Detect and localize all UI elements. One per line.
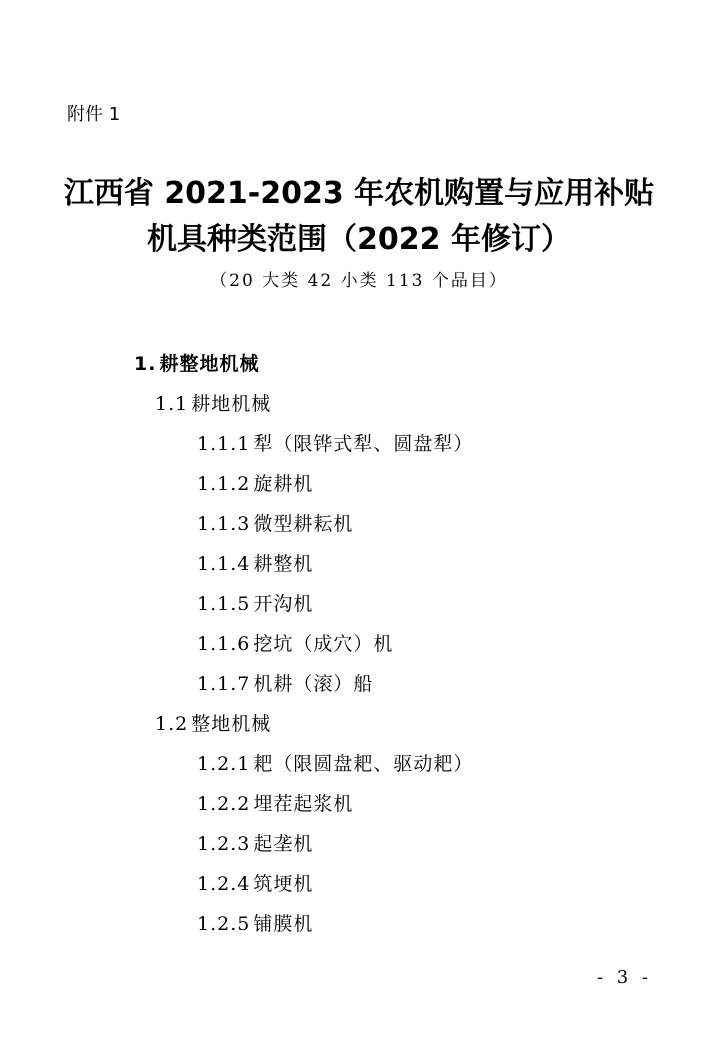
item-number: 1.2.2 [197,793,251,815]
item-text: 耕整地机械 [159,353,260,375]
item-number: 1.1.6 [197,633,251,655]
category-outline [0,344,718,944]
item-number: 1.1.1 [197,433,251,455]
item-number: 1.1.4 [197,553,251,575]
category-heading [0,344,718,384]
item-number: 1.2.4 [197,873,251,895]
document-title-line-1: 江西省 2021-2023 年农机购置与应用补贴 [63,176,655,211]
item-number: 1.1 [155,393,189,415]
item-number: 1.2.5 [197,913,251,935]
item-text: 筑埂机 [253,873,314,895]
catalog-item [0,744,718,784]
catalog-item [0,864,718,904]
document-title-line-2: 机具种类范围（2022 年修订） [147,222,571,257]
catalog-item [0,904,718,944]
item-text: 埋茬起浆机 [253,793,354,815]
item-number: 1.2.1 [197,753,251,775]
item-number: 1.1.3 [197,513,251,535]
item-text: 耕整机 [253,553,314,575]
item-text: 耕地机械 [191,393,272,415]
catalog-item [0,824,718,864]
item-number: 1.1.7 [197,673,251,695]
attachment-label: 附件 1 [67,104,121,125]
item-number: 1.1.2 [197,473,251,495]
item-text: 整地机械 [191,713,272,735]
page-number: - 3 - [596,967,652,988]
item-text: 铺膜机 [253,913,314,935]
item-number: 1.2.3 [197,833,251,855]
item-text: 旋耕机 [253,473,314,495]
item-number: 1.1.5 [197,593,251,615]
catalog-item [0,424,718,464]
item-text: 挖坑（成穴）机 [253,633,394,655]
catalog-item [0,464,718,504]
item-number: 1.2 [155,713,189,735]
catalog-item [0,624,718,664]
subcategory-item [0,384,718,424]
document-subtitle: （20 大类 42 小类 113 个品目） [210,271,508,291]
catalog-item [0,664,718,704]
item-text: 犁（限铧式犁、圆盘犁） [253,433,474,455]
item-text: 起垄机 [253,833,314,855]
item-text: 机耕（滚）船 [253,673,374,695]
catalog-item [0,504,718,544]
item-text: 开沟机 [253,593,314,615]
catalog-item [0,544,718,584]
item-text: 耙（限圆盘耙、驱动耙） [253,753,474,775]
catalog-item [0,584,718,624]
item-text: 微型耕耘机 [253,513,354,535]
item-number: 1. [134,353,157,375]
subcategory-item [0,704,718,744]
catalog-item [0,784,718,824]
